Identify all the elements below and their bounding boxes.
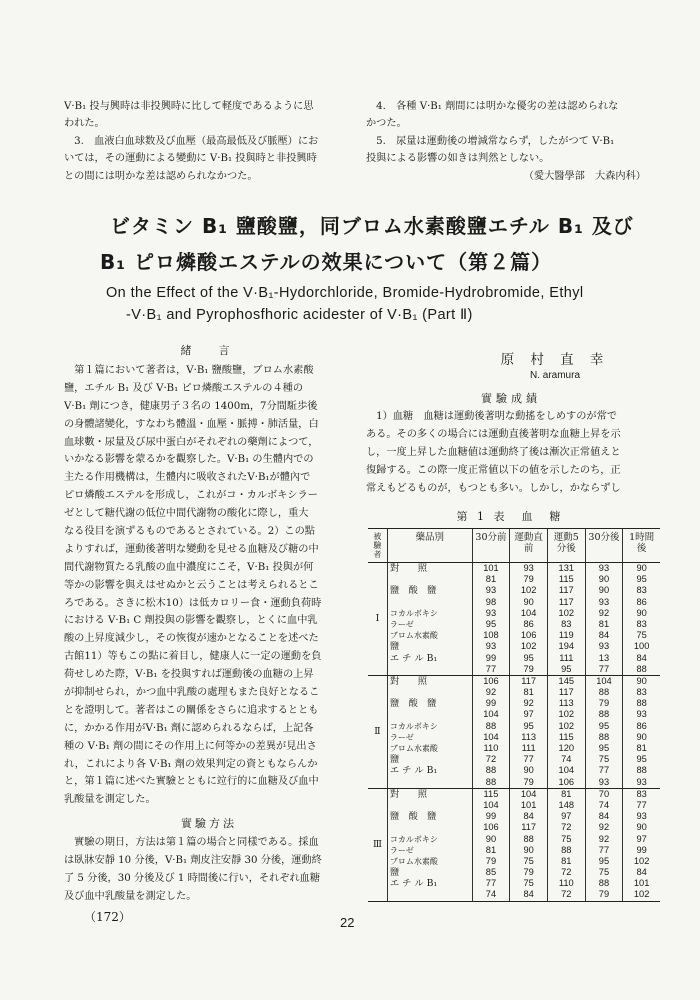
value-column	[472, 788, 510, 901]
cell-value: 115	[558, 731, 574, 742]
cell-value: 113	[521, 731, 537, 742]
cell-value: 72	[485, 754, 497, 765]
value-column	[623, 675, 660, 788]
cell-value: 104	[596, 675, 612, 686]
cell-value: 93	[523, 563, 534, 573]
cell-value: 85	[485, 867, 497, 878]
cell-value: 95	[523, 720, 534, 731]
text-line: ゼとして糖代謝の低位中間代謝物の酸化に際し，重大	[64, 508, 309, 520]
cell-value: 90	[636, 731, 647, 742]
method-heading: 實驗方法	[181, 817, 237, 830]
cell-value: 93	[598, 563, 610, 573]
cell-value: 88	[598, 878, 610, 889]
cell-value: 106	[520, 630, 537, 641]
drug-label	[390, 687, 470, 698]
drug-label: 鹽 酸 鹽	[389, 811, 437, 823]
value-column	[585, 788, 623, 901]
table-row-group-2	[368, 675, 660, 788]
cell-value: 97	[523, 709, 534, 720]
cell-value: 84	[523, 811, 534, 822]
cell-value: 79	[485, 855, 497, 866]
cell-value: 88	[636, 698, 647, 709]
text-line: 及び血中乳酸量を測定した。	[64, 890, 197, 902]
cell-value: 93	[598, 641, 610, 652]
cell-value: 92	[523, 698, 534, 709]
cell-value: 95	[636, 574, 647, 585]
drug-label	[390, 574, 470, 585]
drug-label: 鹽	[389, 641, 400, 653]
cell-value: 106	[483, 822, 499, 833]
drug-label: 對 照	[389, 563, 428, 574]
value-column	[510, 675, 548, 788]
cell-value: 90	[523, 844, 534, 855]
cell-value: 92	[598, 822, 610, 833]
cell-value: 100	[633, 641, 650, 652]
cell-value: 90	[636, 607, 647, 618]
subject-label: Ⅰ	[368, 563, 387, 676]
cell-value: 79	[523, 663, 534, 674]
cell-value: 77	[523, 754, 534, 765]
cell-value: 95	[523, 652, 534, 663]
drug-label	[390, 800, 470, 811]
cell-value: 102	[558, 709, 575, 720]
drug-label: 鹽	[389, 754, 400, 766]
cell-value: 117	[558, 687, 574, 698]
cell-value: 99	[485, 698, 497, 709]
text-line: 投與による影響の如きは判然としない。	[366, 153, 550, 165]
cell-value: 90	[485, 833, 497, 844]
cell-value: 77	[598, 765, 610, 776]
value-column	[623, 788, 660, 901]
text-line: なる役目を演ずるものであるとされている。2）この點	[64, 526, 315, 538]
drug-label: 鹽 酸 鹽	[389, 585, 437, 597]
cell-value: 75	[598, 867, 610, 878]
cell-value: 110	[558, 878, 574, 889]
cell-value: 194	[558, 641, 575, 652]
cell-value: 93	[636, 709, 647, 720]
cell-value: 83	[636, 618, 647, 629]
cell-value: 88	[561, 844, 572, 855]
cell-value: 106	[483, 675, 499, 686]
text-line: と，第１篇に述べた實驗とともに竝行的に血糖及び血中	[64, 776, 319, 788]
blood-sugar-table	[368, 528, 660, 902]
cell-value: 104	[483, 709, 499, 720]
cell-value: 83	[636, 687, 647, 698]
value-column	[510, 563, 548, 676]
cell-value: 81	[523, 687, 534, 698]
text-line: 等かの影響を與えはせぬかと云うことは考えられるとこ	[64, 579, 319, 591]
drug-column	[387, 788, 472, 901]
value-column	[472, 675, 510, 788]
cell-value: 79	[523, 867, 534, 878]
text-line: の身體諸變化，すなわち體溫・血壓・脈搏・肺活量，白	[64, 418, 319, 430]
text-line: 第１篇において著者は，V·B₁ 鹽酸鹽，ブロム水素酸	[64, 365, 314, 376]
cell-value: 83	[636, 585, 647, 596]
cell-value: 95	[598, 720, 610, 731]
text-line: 鹽，エチル B₁ 及び V·B₁ ピロ燐酸エステルの４種の	[64, 382, 304, 394]
text-line: 常えもどるものが，もつとも多い。しかし，かならずし	[366, 482, 621, 494]
cell-value: 90	[636, 822, 647, 833]
cell-value: 110	[483, 743, 499, 753]
cell-value: 77	[598, 844, 610, 855]
title-en-line1: On the Effect of the V·B₁-Hydorchloride, Bromide-Hydrobromide, Ethyl	[106, 285, 584, 301]
cell-value: 145	[558, 675, 575, 686]
text-line: 間代謝物質たる乳酸の血中濃度にこそ，V·B₁ 投與が何	[64, 561, 314, 573]
cell-value: 88	[636, 765, 647, 776]
text-line: は臥牀安靜 10 分後，V·B₁ 劑皮注安靜 30 分後，運動終	[64, 854, 322, 866]
text-line: 血球數・尿量及び尿中蛋白がそれぞれの藥劑によつて，	[64, 436, 319, 448]
text-line: 荷せしめた際，V·B₁ を投與すれば運動後の血糖の上昇	[64, 669, 314, 681]
cell-value: 88	[598, 731, 610, 742]
text-line: が抑制せられ，かつ血中乳酸の處理もまた良好となるこ	[64, 687, 320, 699]
header-1hour-after: 1時間後	[623, 529, 660, 563]
cell-value: 119	[558, 630, 574, 641]
cell-value: 104	[483, 731, 499, 742]
cell-value: 113	[558, 698, 574, 709]
cell-value: 93	[636, 776, 647, 787]
cell-value: 81	[636, 743, 647, 753]
text-line: 1）血糖 血糖は運動後著明な動搖をしめすのが常で	[366, 411, 617, 422]
title-ja-line2: B₁ ピロ燐酸エステルの效果について（第２篇）	[100, 250, 553, 274]
cell-value: 104	[558, 765, 575, 776]
drug-label: ラーゼ	[389, 619, 414, 629]
cell-value: 92	[598, 833, 610, 844]
cell-value: 90	[598, 574, 610, 585]
header-30min-before: 30分前	[472, 529, 510, 563]
cell-value: 95	[485, 618, 497, 629]
cell-value: 102	[633, 855, 650, 866]
text-line: 4. 各種 V·B₁ 劑間には明かな優劣の差は認められな	[366, 101, 619, 112]
cell-value: 84	[598, 630, 610, 641]
author-romanized: N. aramura	[529, 370, 580, 381]
drug-column	[387, 675, 472, 788]
issue-number: （172）	[84, 910, 131, 924]
text-line: 主たる作用機構は，生體内に吸收されたV·B₁が體內で	[64, 472, 311, 484]
cell-value: 101	[633, 878, 650, 889]
drug-label: エ チ ル B₁	[389, 765, 438, 777]
text-line: ピロ燐酸エステルを形成し，これがコ・カルボキシラー	[64, 490, 318, 502]
page-number: 22	[340, 915, 355, 930]
cell-value: 111	[521, 743, 536, 753]
cell-value: 101	[483, 563, 499, 573]
text-line: し，一度上昇した血糖値は運動終了後は漸次正常値えと	[366, 446, 621, 458]
results-heading: 實驗成績	[481, 392, 541, 405]
drug-label	[390, 664, 470, 675]
cell-value: 93	[485, 585, 497, 596]
cell-value: 81	[561, 855, 572, 866]
cell-value: 99	[485, 652, 497, 663]
text-line: とを證明して。著者はこの關係をさらに追求するととも	[64, 704, 319, 716]
text-line: 古館11）等もこの點に着目し，健康人に一定の運動を負	[64, 651, 322, 663]
text-line: 酸の上昇度減少し，その恢復が速かとなることを述べた	[64, 633, 319, 645]
affiliation: （愛大醫學部 大森内科）	[523, 170, 646, 182]
cell-value: 77	[485, 663, 497, 674]
cell-value: 95	[598, 855, 610, 866]
cell-value: 92	[598, 607, 610, 618]
header-30min-after: 30分後	[585, 529, 623, 563]
cell-value: 77	[485, 878, 497, 889]
cell-value: 86	[523, 618, 534, 629]
header-just-before: 運動直前	[510, 529, 548, 563]
cell-value: 75	[598, 754, 610, 765]
drug-label: コカルボキシ	[389, 721, 438, 731]
cell-value: 111	[559, 652, 574, 663]
cell-value: 83	[561, 618, 572, 629]
cell-value: 86	[636, 596, 647, 607]
cell-value: 97	[561, 811, 572, 822]
drug-label	[390, 777, 470, 788]
text-line: よりすれば，運動後著明な變動を見せる血糖及び糖の中	[64, 543, 319, 555]
method-text	[64, 834, 356, 906]
title-en-line2: -V·B₁ and Pyrophosfhoric acidester of V·B₁ (Part Ⅱ)	[126, 307, 473, 323]
text-line: に，かかる作用がV·B₁ 劑に認められるならば，上記各	[64, 722, 314, 734]
cell-value: 102	[558, 607, 575, 618]
text-line: 了 5 分後，30 分後及び 1 時間後に行い，それぞれ血糖	[64, 872, 321, 884]
cell-value: 72	[561, 822, 572, 833]
cell-value: 77	[636, 799, 647, 810]
drug-label: ラーゼ	[389, 732, 414, 742]
intro-text	[64, 362, 356, 809]
drug-label	[390, 889, 470, 900]
subject-label: Ⅱ	[368, 675, 387, 788]
text-line: ある。その多くの場合には運動直後著明な血糖上昇を示	[366, 428, 621, 440]
top-left-text	[64, 98, 354, 185]
table-header-row	[368, 529, 660, 563]
text-line: 乳酸量を測定した。	[64, 794, 156, 806]
drug-label: エ チ ル B₁	[389, 878, 438, 890]
cell-value: 90	[636, 563, 647, 573]
cell-value: 84	[598, 811, 610, 822]
cell-value: 75	[523, 855, 534, 866]
cell-value: 102	[520, 641, 537, 652]
cell-value: 77	[598, 663, 610, 674]
text-line: における V·B₁ C 劑投與の影響を觀察し，とくに血中乳	[64, 615, 318, 627]
text-line: V·B₁ 劑につき，健康男子３名の 1400m，7分間駈歩後	[64, 400, 318, 412]
top-right-text	[366, 98, 656, 185]
text-line: いては，その運動による變動に V·B₁ 投與時と非投興時	[64, 153, 317, 165]
value-column	[585, 563, 623, 676]
text-line: れ，これにより各 V·B₁ 劑の效果判定の資ともならんか	[64, 758, 318, 770]
cell-value: 86	[636, 720, 647, 731]
cell-value: 74	[598, 799, 610, 810]
cell-value: 102	[520, 585, 537, 596]
cell-value: 72	[561, 889, 572, 900]
cell-value: 90	[636, 675, 647, 686]
drug-label: エ チ ル B₁	[389, 652, 438, 664]
title-ja-line1: ビタミン B₁ 鹽酸鹽，同ブロム水素酸鹽エチル B₁ 及び	[110, 214, 634, 238]
cell-value: 72	[561, 867, 572, 878]
drug-label	[390, 709, 470, 720]
cell-value: 99	[485, 811, 497, 822]
cell-value: 92	[485, 687, 497, 698]
cell-value: 13	[598, 652, 610, 663]
cell-value: 90	[598, 585, 610, 596]
value-column	[510, 788, 548, 901]
cell-value: 148	[558, 799, 575, 810]
cell-value: 95	[561, 663, 572, 674]
cell-value: 84	[523, 889, 534, 900]
text-line: 復歸する。この際一度正常値以下の値を示したのち，正	[366, 464, 621, 476]
cell-value: 104	[483, 799, 499, 810]
cell-value: 88	[523, 833, 534, 844]
cell-value: 93	[598, 596, 610, 607]
cell-value: 88	[598, 709, 610, 720]
cell-value: 79	[523, 776, 534, 787]
header-drug: 藥品別	[387, 529, 472, 563]
text-line: 5. 尿量は運動後の增減常ならず，したがつて V·B₁	[366, 135, 615, 147]
cell-value: 84	[636, 652, 647, 663]
cell-value: 93	[485, 607, 497, 618]
cell-value: 88	[485, 765, 497, 776]
drug-label: 鹽 酸 鹽	[389, 698, 437, 710]
drug-label: コカルボキシ	[389, 834, 438, 844]
cell-value: 93	[636, 811, 647, 822]
text-line: ろである。さきに松木10）は低カロリー食・運動負荷時	[64, 597, 322, 609]
cell-value: 81	[598, 618, 610, 629]
cell-value: 79	[523, 574, 534, 585]
subject-label: Ⅲ	[368, 788, 387, 901]
cell-value: 79	[598, 889, 610, 900]
cell-value: 90	[523, 596, 534, 607]
cell-value: 88	[598, 687, 610, 698]
drug-label: 鹽	[389, 867, 400, 879]
text-line: 實驗の期日，方法は第１篇の場合と同樣である。採血	[64, 837, 319, 848]
cell-value: 79	[598, 698, 610, 709]
cell-value: 104	[520, 788, 537, 799]
cell-value: 75	[561, 833, 572, 844]
cell-value: 70	[598, 788, 610, 799]
drug-label: ブロム水素酸	[389, 744, 438, 753]
value-column	[623, 563, 660, 676]
text-line: との間には明かな差は認められなかつた。	[64, 170, 258, 182]
drug-label: 對 照	[389, 675, 428, 687]
cell-value: 120	[558, 743, 575, 753]
text-line: 3. 血液白血球数及び血壓（最高最低及び脈壓）にお	[64, 135, 319, 147]
cell-value: 97	[636, 833, 647, 844]
cell-value: 88	[485, 720, 497, 731]
value-column	[547, 675, 585, 788]
text-line: いかなる影響を蒙るかを觀察した。V·B₁ の生體内での	[64, 454, 314, 466]
cell-value: 95	[598, 743, 610, 753]
cell-value: 75	[636, 630, 647, 641]
cell-value: 88	[485, 776, 497, 787]
cell-value: 102	[558, 720, 575, 731]
cell-value: 81	[561, 788, 572, 799]
cell-value: 115	[558, 574, 574, 585]
cell-value: 98	[485, 596, 497, 607]
table-title: 第 1 表 血 糖	[456, 510, 564, 523]
cell-value: 117	[558, 596, 574, 607]
header-5min-after: 運動5分後	[547, 529, 585, 563]
cell-value: 83	[636, 788, 647, 799]
value-column	[547, 563, 585, 676]
table-row-group-1	[368, 563, 660, 676]
drug-label: ブロム水素酸	[389, 631, 438, 641]
results-text	[366, 408, 658, 497]
table-row-group-3	[368, 788, 660, 901]
cell-value: 104	[520, 607, 537, 618]
value-column	[585, 675, 623, 788]
intro-heading: 緒 言	[180, 344, 238, 357]
cell-value: 117	[558, 585, 574, 596]
drug-label: ブロム水素酸	[389, 856, 438, 866]
value-column	[472, 563, 510, 676]
cell-value: 74	[485, 889, 497, 900]
drug-label	[390, 822, 470, 833]
cell-value: 74	[561, 754, 572, 765]
author-name: 原 村 直 幸	[500, 352, 610, 368]
value-column	[547, 788, 585, 901]
drug-column	[387, 563, 472, 676]
cell-value: 81	[485, 574, 497, 585]
cell-value: 102	[633, 889, 650, 900]
text-line: かつた。	[366, 118, 407, 130]
cell-value: 106	[558, 776, 575, 787]
drug-label: 對 照	[389, 788, 428, 800]
cell-value: 131	[558, 563, 575, 573]
cell-value: 117	[521, 675, 537, 686]
cell-value: 117	[521, 822, 537, 833]
cell-value: 88	[636, 663, 647, 674]
drug-label: ラーゼ	[389, 845, 414, 855]
header-subject: 被驗者	[368, 529, 387, 563]
drug-label: コカルボキシ	[389, 608, 438, 618]
cell-value: 90	[523, 765, 534, 776]
text-line: V·B₁ 投与興時は非投興時に比して軽度であるように思	[64, 101, 314, 112]
cell-value: 81	[485, 844, 497, 855]
cell-value: 101	[520, 799, 537, 810]
drug-label	[390, 597, 470, 608]
cell-value: 115	[483, 788, 499, 799]
cell-value: 93	[485, 641, 497, 652]
cell-value: 75	[523, 878, 534, 889]
cell-value: 108	[483, 630, 499, 641]
text-line: われた。	[64, 118, 105, 130]
cell-value: 84	[636, 867, 647, 878]
cell-value: 95	[636, 754, 647, 765]
cell-value: 93	[598, 776, 610, 787]
cell-value: 99	[636, 844, 647, 855]
text-line: 種の V·B₁ 劑の間にその作用上に何等かの差異が見出さ	[64, 740, 317, 752]
